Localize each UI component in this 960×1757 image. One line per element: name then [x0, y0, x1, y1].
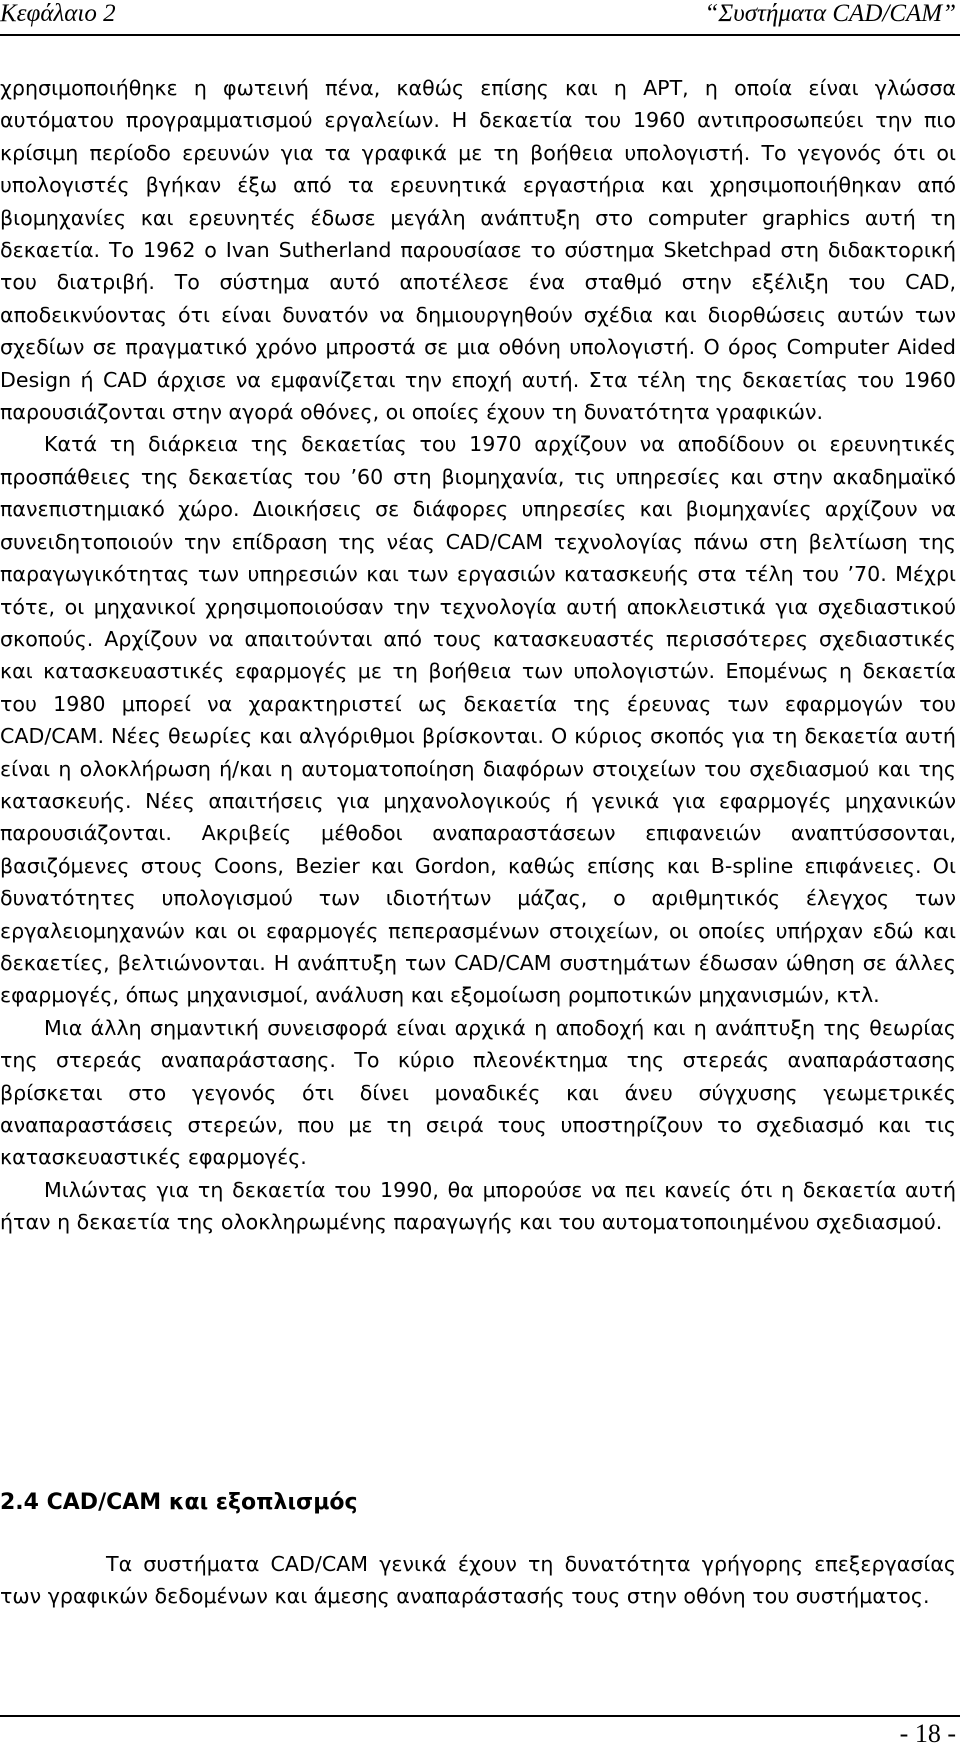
paragraph: Τα συστήματα CAD/CAM γενικά έχουν τη δυνατότητα γρήγορης επεξεργασίας των γραφικών δεδομένων και άμεσης αναπαράστασής τους στην οθόνη του συστήματος. [0, 1552, 956, 1609]
footer-rule [0, 1715, 960, 1717]
paragraph: Κατά τη διάρκεια της δεκαετίας του 1970 αρχίζουν να αποδίδουν οι ερευνητικές προσπάθειες της δεκαετίας του ’60 στη βιομηχανία, τις υπηρεσίες και στην ακαδημαϊκό πανεπιστημιακό χώρο. Διοικήσεις σε διάφορες υπηρεσίες και βιομηχανίες αρχίζουν να συνειδητοποιούν την επίδραση της νέας CAD/CAM τεχνολογίας πάνω στη βελτίωση της παραγωγικότητας των υπηρεσιών και των εργασιών κατασκευής στα τέλη του ’70. Μέχρι τότε, οι μηχανικοί χρησιμοποιούσαν την τεχνολογία αυτή αποκλειστικά για σχεδιαστικού σκοπούς. Αρχίζουν να απαιτούνται από τους κατασκευαστές περισσότερες σχεδιαστικές και κατασκευαστικές εφαρμογές με τη βοήθεια των υπολογιστών. Επομένως η δεκαετία του 1980 μπορεί να χαρακτηριστεί ως δεκαετία της έρευνας των εφαρμογών του CAD/CAM. Νέες θεωρίες και αλγόριθμοι βρίσκονται. Ο κύριος σκοπός για τη δεκαετία αυτή είναι η ολοκλήρωση ή/και η αυτοματοποίηση διαφόρων στοιχείων του σχεδιασμού και της κατασκευής. Νέες απαιτήσεις για μηχανολογικούς ή γενικά για εφαρμογές μηχανικών παρουσιάζονται. Ακριβείς μέθοδοι αναπαραστάσεων επιφανειών αναπτύσσονται, βασιζόμενες στους Coons, Bezier και Gordon, καθώς επίσης και B-spline επιφάνειες. Οι δυνατότητες υπολογισμού των ιδιοτήτων μάζας, ο αριθμητικός έλεγχος των εργαλειομηχανών και οι εφαρμογές πεπερασμένων στοιχείων, οι οποίες υπήρχαν εδώ και δεκαετίες, βελτιώνονται. Η ανάπτυξη των CAD/CAM συστημάτων έδωσαν ώθηση σε άλλες εφαρμογές, όπως μηχανισμοί, ανάλυση και εξομοίωση ρομποτικών μηχανισμών, κτλ. [0, 432, 956, 1008]
header-rule [0, 34, 960, 36]
body-text [0, 72, 956, 1239]
paragraph: Μιλώντας για τη δεκαετία του 1990, θα μπορούσε να πει κανείς ότι η δεκαετία αυτή ήταν η δεκαετία της ολοκληρωμένης παραγωγής και του αυτοματοποιημένου σχεδιασμού. [0, 1177, 956, 1235]
page-number: - 18 - [899, 1719, 956, 1748]
paragraph: χρησιμοποιήθηκε η φωτεινή πένα, καθώς επίσης και η APT, η οποία είναι γλώσσα αυτόματου προγραμματισμού εργαλείων. Η δεκαετία του 1960 αντιπροσωπεύει την πιο κρίσιμη περίοδο ερευνών για τα γραφικά με τη βοήθεια υπολογιστή. Το γεγονός ότι οι υπολογιστές βγήκαν έξω από τα ερευνητικά εργαστήρια και χρησιμοποιήθηκαν από βιομηχανίες και ερευνητές έδωσε μεγάλη ανάπτυξη στο computer graphics αυτή τη δεκαετία. Το 1962 ο Ivan Sutherland παρουσίασε το σύστημα Sketchpad στη διδακτορική του διατριβή. Το σύστημα αυτό αποτέλεσε ένα σταθμό στην εξέλιξη του CAD, αποδεικνύοντας ότι είναι δυνατόν να δημιουργηθούν σχέδια και διορθώσεις αυτών των σχεδίων σε πραγματικό χρόνο μπροστά σε μια οθόνη υπολογιστή. Ο όρος Computer Aided Design ή CAD άρχισε να εμφανίζεται την εποχή αυτή. Στα τέλη της δεκαετίας του 1960 παρουσιάζονται στην αγορά οθόνες, οι οποίες έχουν τη δυνατότητα γραφικών. [0, 76, 956, 425]
section-heading: 2.4 CAD/CAM και εξοπλισμός [0, 1490, 358, 1515]
paragraph: Μια άλλη σημαντική συνεισφορά είναι αρχικά η αποδοχή και η ανάπτυξη της θεωρίας της στερεάς αναπαράστασης. Το κύριο πλεονέκτημα της στερεάς αναπαράστασης βρίσκεται στο γεγονός ότι δίνει μοναδικές και άνευ σύγχυσης γεωμετρικές αναπαραστάσεις στερεών, που με τη σειρά τους υποστηρίζουν το σχεδιασμό και τις κατασκευαστικές εφαρμογές. [0, 1015, 956, 1170]
section-text [0, 1548, 956, 1613]
chapter-title: “Συστήματα CAD/CAM” [704, 0, 956, 27]
chapter-label: Κεφάλαιο 2 [0, 0, 116, 27]
running-header [0, 0, 960, 34]
